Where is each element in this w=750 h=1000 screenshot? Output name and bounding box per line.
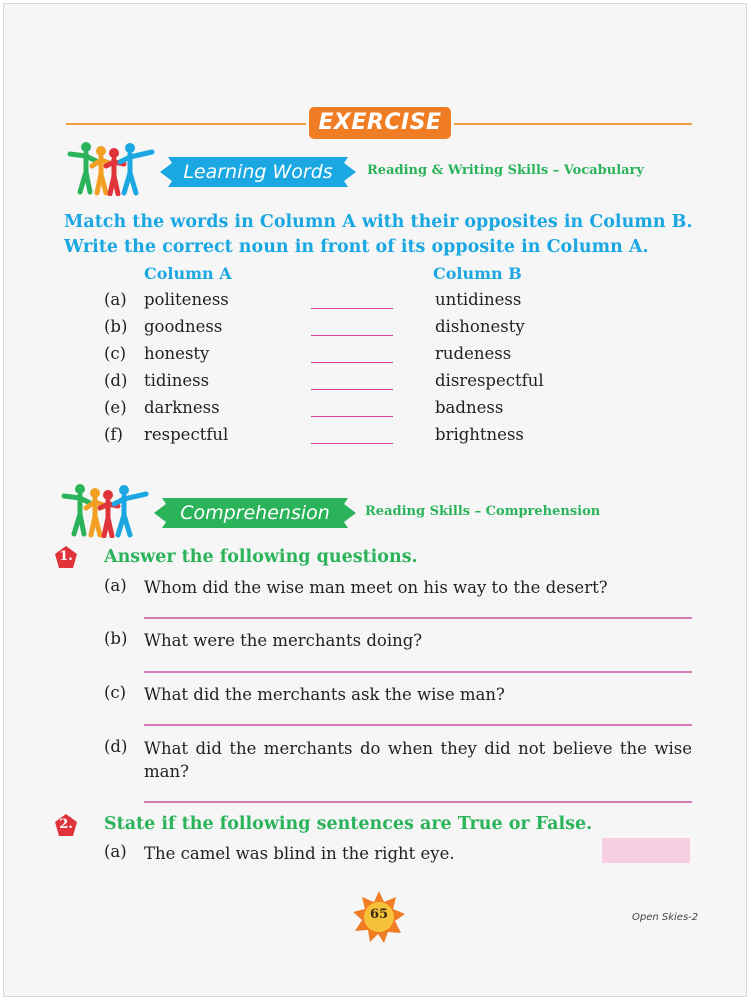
question-item-text: What did the merchants do when they did not believe the wise man?: [144, 739, 692, 781]
column-a-word: tidiness: [144, 371, 210, 390]
kids-group-icon: [66, 140, 158, 196]
question-number: 2.: [59, 817, 73, 832]
exercise-badge: EXERCISE: [309, 107, 451, 139]
row-label: (f): [104, 425, 123, 444]
match-row: [4, 425, 746, 452]
question-item-label: (c): [104, 683, 127, 702]
row-label: (a): [104, 290, 127, 309]
question-item-text: The camel was blind in the right eye.: [144, 844, 455, 863]
row-label: (c): [104, 344, 127, 363]
vocabulary-skills-label: Reading & Writing Skills – Vocabulary: [367, 163, 644, 178]
question-heading: Answer the following questions.: [104, 547, 418, 567]
column-b-word: brightness: [435, 425, 524, 444]
match-row: [4, 290, 746, 317]
row-label: (b): [104, 317, 128, 336]
question-item-label: (a): [104, 842, 127, 861]
question-item-label: (d): [104, 737, 128, 756]
answer-blank[interactable]: [311, 335, 393, 336]
column-b-word: disrespectful: [435, 371, 544, 390]
column-a-word: honesty: [144, 344, 210, 363]
worksheet-page: [3, 3, 747, 997]
answer-blank[interactable]: [311, 443, 393, 444]
match-row: [4, 317, 746, 344]
match-row: [4, 371, 746, 398]
question-item-text: Whom did the wise man meet on his way to the desert?: [144, 578, 608, 597]
column-a-word: respectful: [144, 425, 229, 444]
comprehension-title: Comprehension: [180, 502, 330, 524]
instruction-line-1: Match the words in Column A with their opposites in Column B.: [64, 212, 693, 232]
column-b-word: rudeness: [435, 344, 512, 363]
answer-blank[interactable]: [311, 389, 393, 390]
true-false-answer-box[interactable]: [602, 838, 690, 863]
column-a-word: politeness: [144, 290, 229, 309]
answer-blank[interactable]: [311, 362, 393, 363]
answer-line[interactable]: [144, 617, 692, 619]
answer-line[interactable]: [144, 801, 692, 803]
learning-words-title: Learning Words: [183, 161, 333, 183]
column-b-header: Column B: [433, 264, 522, 283]
match-row: [4, 398, 746, 425]
answer-line[interactable]: [144, 671, 692, 673]
question-item-label: (b): [104, 629, 128, 648]
page-number: 65: [369, 907, 389, 922]
column-a-header: Column A: [144, 264, 232, 283]
exercise-rule-right: [454, 123, 692, 125]
column-a-word: goodness: [144, 317, 223, 336]
question-item-text: What did the merchants ask the wise man?: [144, 685, 505, 704]
question-heading: State if the following sentences are True or False.: [104, 814, 593, 834]
book-title: Open Skies-2: [632, 912, 699, 923]
row-label: (e): [104, 398, 127, 417]
kids-group-icon: [60, 482, 152, 538]
answer-blank[interactable]: [311, 416, 393, 417]
column-b-word: dishonesty: [435, 317, 525, 336]
column-b-word: badness: [435, 398, 504, 417]
comprehension-skills-label: Reading Skills – Comprehension: [365, 504, 601, 519]
question-item-text: What were the merchants doing?: [144, 631, 423, 650]
question-item-label: (a): [104, 576, 127, 595]
match-row: [4, 344, 746, 371]
question-number: 1.: [59, 549, 73, 564]
column-b-word: untidiness: [435, 290, 522, 309]
row-label: (d): [104, 371, 128, 390]
column-a-word: darkness: [144, 398, 220, 417]
instruction-line-2: Write the correct noun in front of its opposite in Column A.: [64, 237, 649, 257]
answer-line[interactable]: [144, 724, 692, 726]
exercise-rule-left: [66, 123, 306, 125]
answer-blank[interactable]: [311, 308, 393, 309]
